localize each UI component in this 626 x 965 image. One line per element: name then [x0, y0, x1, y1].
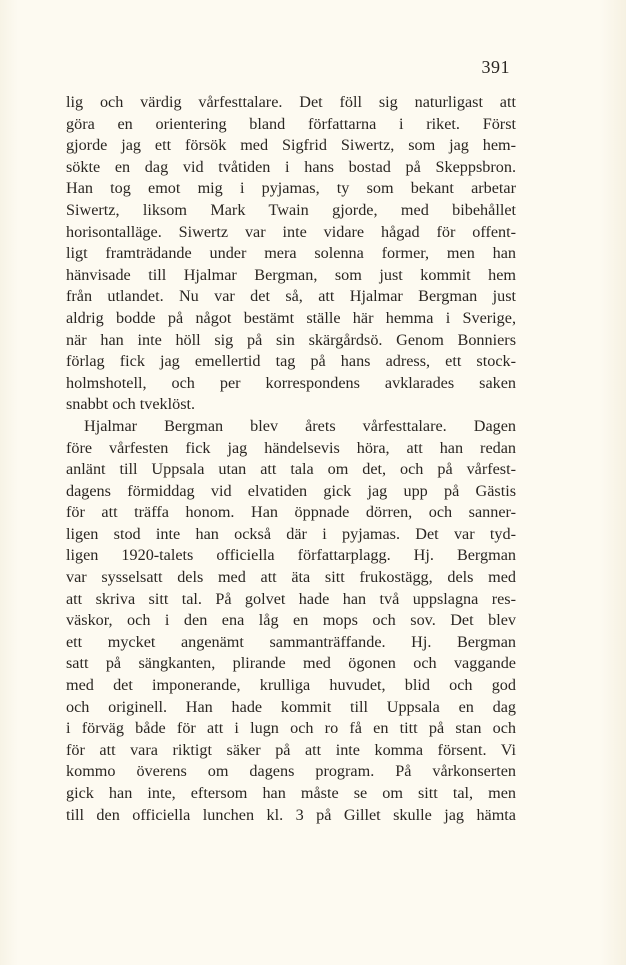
text-line: att skriva sitt tal. På golvet hade han två uppslagna res- — [66, 589, 516, 608]
body-text — [66, 92, 516, 826]
text-line: göra en orientering bland författarna i riket. Först — [66, 114, 516, 133]
page-number: 391 — [481, 57, 510, 77]
text-line: var sysselsatt dels med att äta sitt frukostägg, dels med — [66, 568, 516, 587]
text-line: ligen 1920-talets officiella författarplagg. Hj. Bergman — [66, 546, 516, 565]
text-line: och originell. Han hade kommit till Uppsala en dag — [66, 697, 516, 716]
text-line: ligt framträdande under mera solenna former, men han — [66, 244, 516, 263]
text-line: med det imponerande, krulliga huvudet, blid och god — [66, 676, 516, 695]
text-line: från utlandet. Nu var det så, att Hjalmar Bergman just — [66, 287, 516, 306]
text-line: gjorde jag ett försök med Sigfrid Siwertz, som jag hem- — [66, 136, 516, 155]
text-line: satt på sängkanten, plirande med ögonen och vaggande — [66, 654, 516, 673]
text-line: i förväg både för att i lugn och ro få en titt på stan och — [66, 719, 516, 738]
text-line: lig och värdig vårfesttalare. Det föll sig naturligast att — [66, 93, 516, 111]
text-line: hänvisade till Hjalmar Bergman, som just kommit hem — [66, 265, 516, 284]
text-line: ligen stod inte han också där i pyjamas. Det var tyd- — [66, 524, 516, 543]
text-line: ett mycket angenämt sammanträffande. Hj. Bergman — [66, 632, 516, 651]
text-line: aldrig bodde på något bestämt ställe här hemma i Sverige, — [66, 308, 516, 327]
text-line: väskor, och i den ena låg en mops och sov. Det blev — [66, 611, 516, 630]
text-line: före vårfesten fick jag händelsevis höra, att han redan — [66, 438, 516, 457]
text-line: holmshotell, och per korrespondens avklarades saken — [66, 373, 516, 392]
text-line: för att träffa honom. Han öppnade dörren, och sanner- — [66, 503, 516, 522]
text-line: dagens förmiddag vid elvatiden gick jag upp på Gästis — [66, 481, 516, 500]
text-line: när han inte höll sig på sin skärgårdsö. Genom Bonniers — [66, 330, 516, 349]
text-line: anlänt till Uppsala utan att tala om det, och på vårfest- — [66, 460, 516, 479]
text-line: sökte en dag vid tvåtiden i hans bostad på Skeppsbron. — [66, 157, 516, 176]
text-line: till den officiella lunchen kl. 3 på Gillet skulle jag hämta — [66, 805, 516, 824]
text-line: Han tog emot mig i pyjamas, ty som bekant arbetar — [66, 179, 516, 198]
text-line: Siwertz, liksom Mark Twain gjorde, med bibehållet — [66, 200, 516, 219]
text-line: förlag fick jag emellertid tag på hans adress, ett stock- — [66, 352, 516, 371]
text-line: för att vara riktigt säker på att inte komma försent. Vi — [66, 740, 516, 759]
text-line: horisontalläge. Siwertz var inte vidare hågad för offent- — [66, 222, 516, 241]
text-line: gick han inte, eftersom han måste se om sitt tal, men — [66, 784, 516, 802]
text-line: snabbt och tveklöst. — [66, 395, 196, 414]
text-line: Hjalmar Bergman blev årets vårfesttalare. Dagen — [84, 416, 516, 435]
text-line: kommo överens om dagens program. På vårkonserten — [66, 762, 516, 781]
